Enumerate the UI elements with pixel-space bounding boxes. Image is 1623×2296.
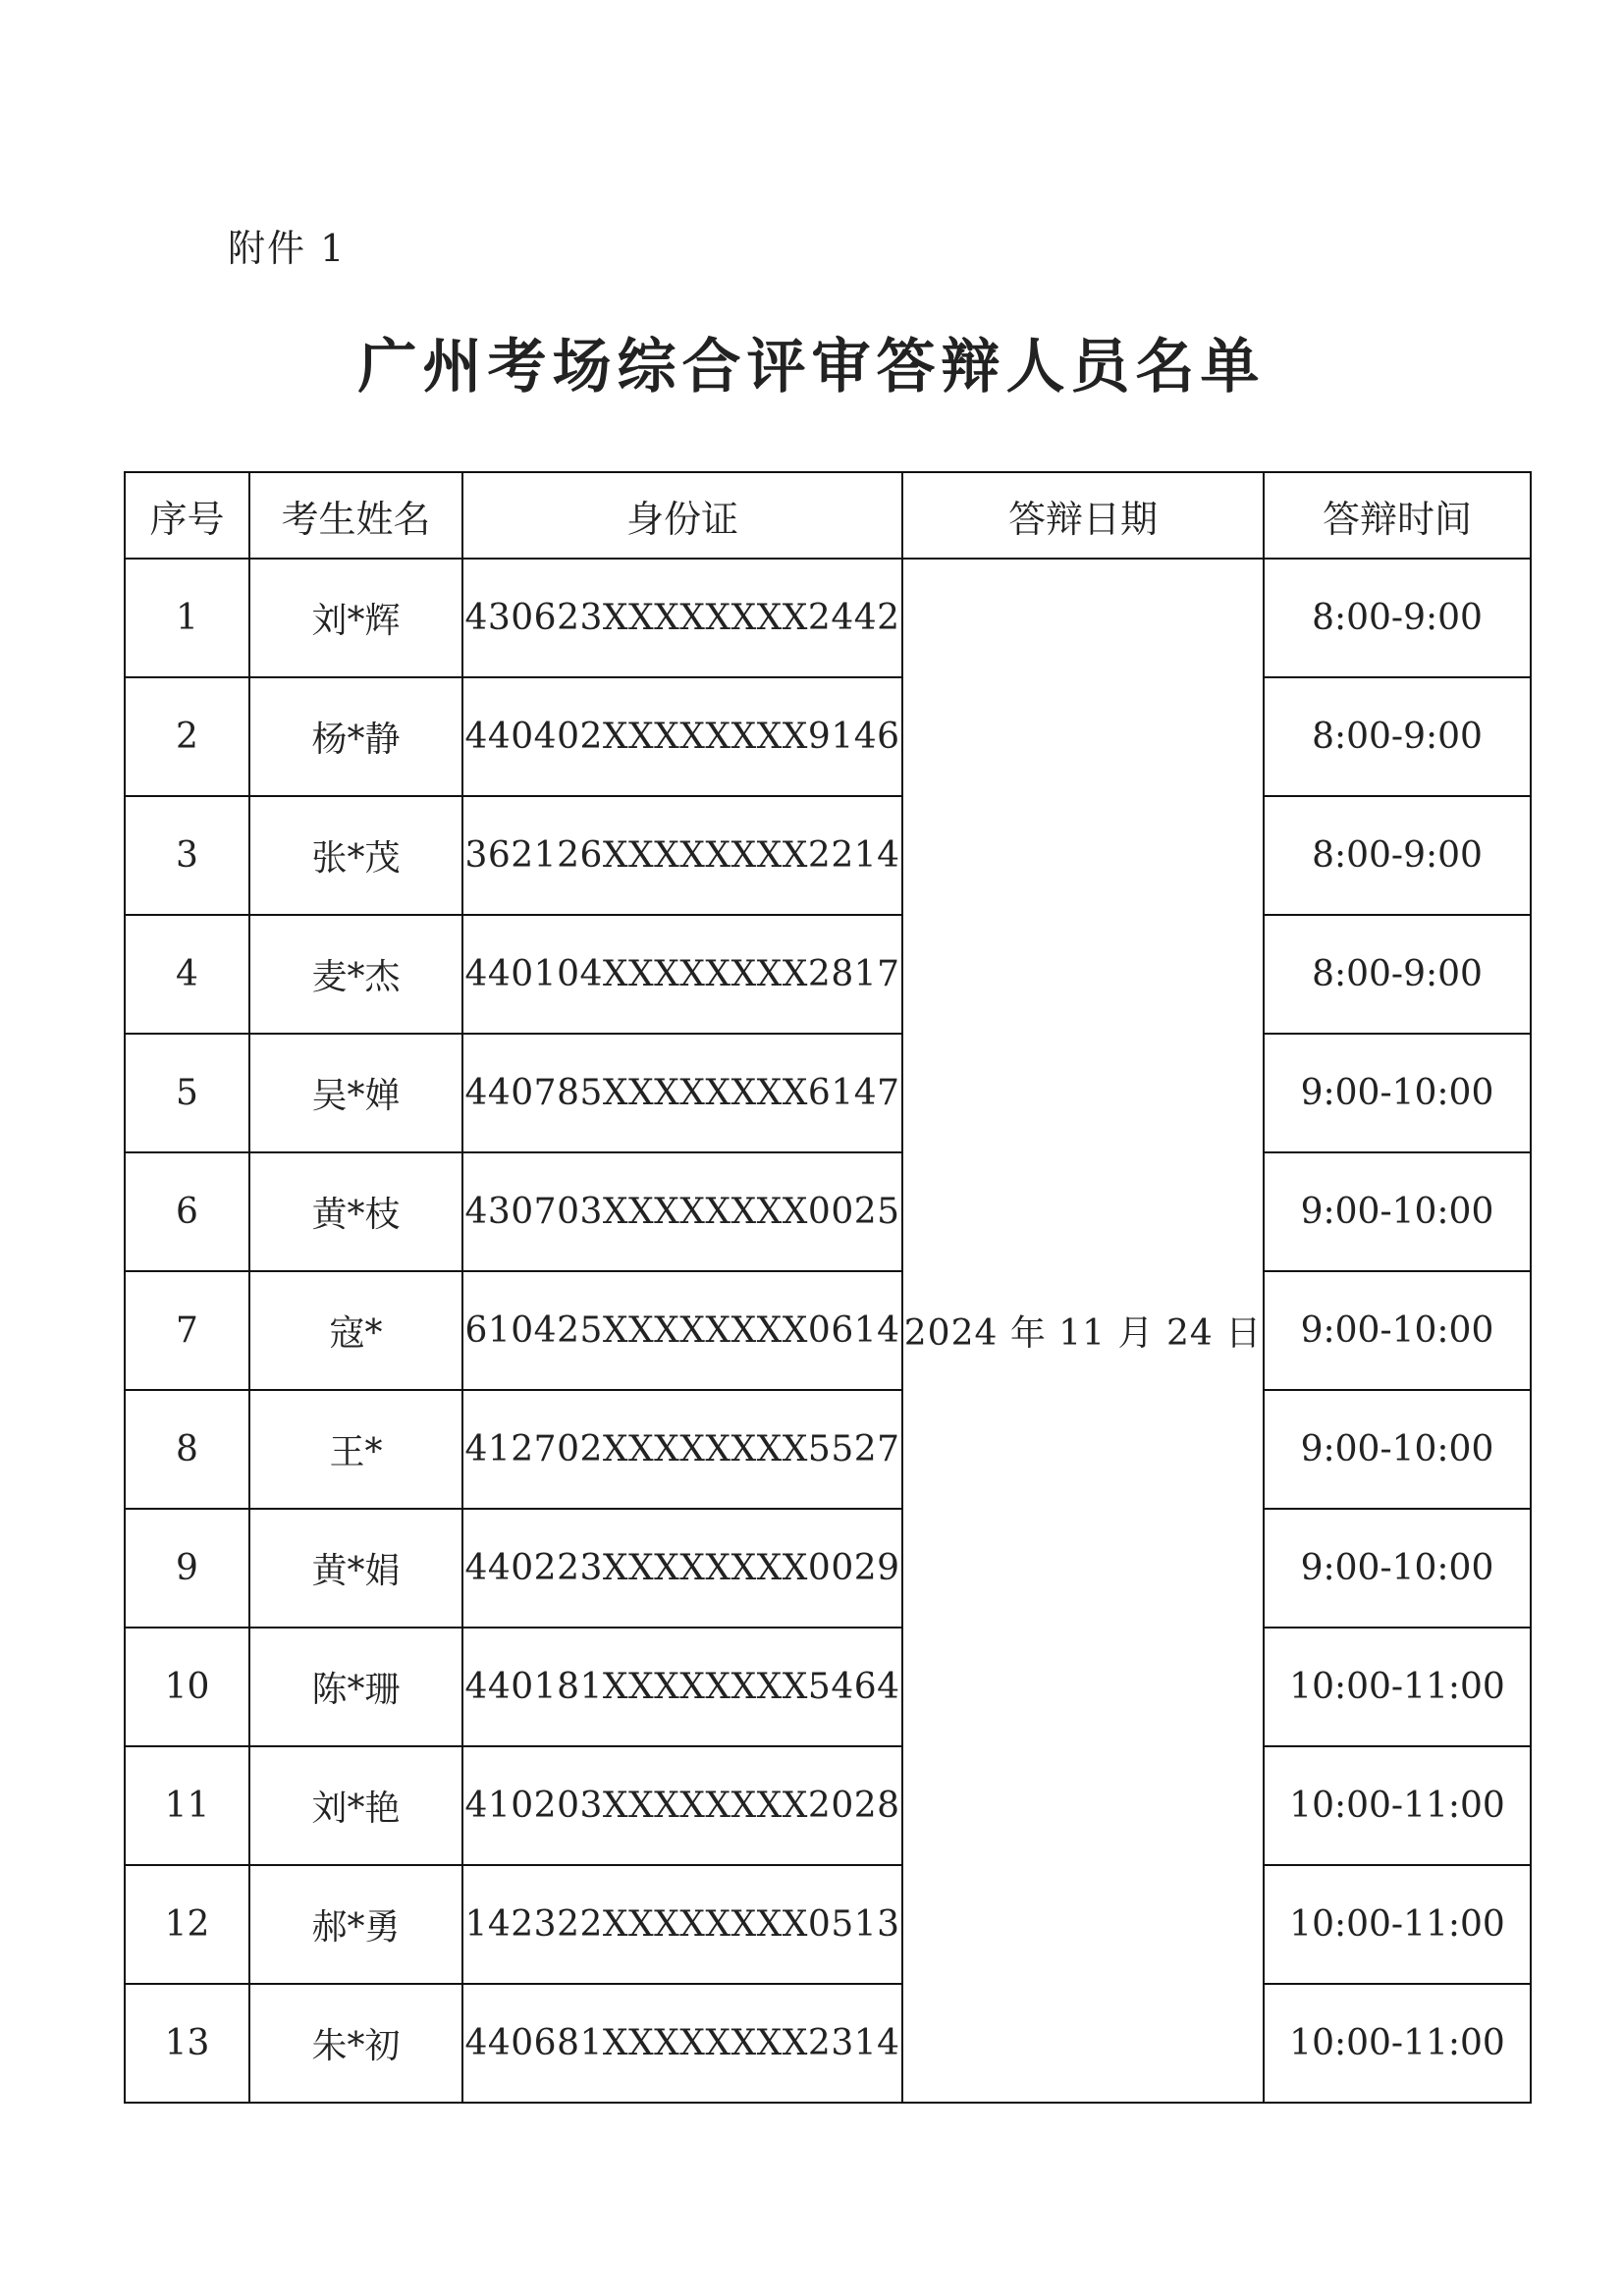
seq-cell: 3 (125, 796, 249, 915)
name-cell: 黄*枝 (249, 1152, 462, 1271)
table-row (125, 559, 1531, 677)
seq-cell: 2 (125, 677, 249, 796)
time-cell: 10:00-11:00 (1264, 1628, 1531, 1746)
seq-cell: 1 (125, 559, 249, 677)
table-row (125, 1034, 1531, 1152)
table-row (125, 1865, 1531, 1984)
name-cell: 陈*珊 (249, 1628, 462, 1746)
seq-cell: 7 (125, 1271, 249, 1390)
seq-cell: 5 (125, 1034, 249, 1152)
table-row (125, 1746, 1531, 1865)
header-id: 身份证 (462, 472, 902, 559)
name-cell: 黄*娟 (249, 1509, 462, 1628)
name-cell: 郝*勇 (249, 1865, 462, 1984)
table-row (125, 1509, 1531, 1628)
time-cell: 9:00-10:00 (1264, 1509, 1531, 1628)
name-cell: 杨*静 (249, 677, 462, 796)
header-time: 答辩时间 (1264, 472, 1531, 559)
time-cell: 8:00-9:00 (1264, 559, 1531, 677)
id-cell: 142322XXXXXXXX0513 (462, 1865, 902, 1984)
header-date: 答辩日期 (902, 472, 1264, 559)
date-cell: 2024 年 11 月 24 日 (902, 559, 1264, 2103)
name-cell: 朱*初 (249, 1984, 462, 2103)
candidate-table (124, 471, 1532, 2104)
name-cell: 张*茂 (249, 796, 462, 915)
id-cell: 610425XXXXXXXX0614 (462, 1271, 902, 1390)
seq-cell: 8 (125, 1390, 249, 1509)
seq-cell: 11 (125, 1746, 249, 1865)
table-body (125, 559, 1531, 2103)
name-cell: 王* (249, 1390, 462, 1509)
time-cell: 9:00-10:00 (1264, 1271, 1531, 1390)
name-cell: 刘*艳 (249, 1746, 462, 1865)
seq-cell: 12 (125, 1865, 249, 1984)
table-header-row (125, 472, 1531, 559)
document-title: 广州考场综合评审答辩人员名单 (357, 333, 1266, 401)
table-row (125, 677, 1531, 796)
attachment-label: 附件 1 (228, 227, 347, 270)
table-row (125, 1152, 1531, 1271)
id-cell: 440402XXXXXXXX9146 (462, 677, 902, 796)
name-cell: 寇* (249, 1271, 462, 1390)
time-cell: 9:00-10:00 (1264, 1034, 1531, 1152)
table-row (125, 1984, 1531, 2103)
seq-cell: 6 (125, 1152, 249, 1271)
id-cell: 440223XXXXXXXX0029 (462, 1509, 902, 1628)
id-cell: 410203XXXXXXXX2028 (462, 1746, 902, 1865)
time-cell: 9:00-10:00 (1264, 1152, 1531, 1271)
header-seq: 序号 (125, 472, 249, 559)
time-cell: 10:00-11:00 (1264, 1984, 1531, 2103)
id-cell: 440104XXXXXXXX2817 (462, 915, 902, 1034)
id-cell: 362126XXXXXXXX2214 (462, 796, 902, 915)
id-cell: 440181XXXXXXXX5464 (462, 1628, 902, 1746)
time-cell: 9:00-10:00 (1264, 1390, 1531, 1509)
time-cell: 8:00-9:00 (1264, 677, 1531, 796)
id-cell: 412702XXXXXXXX5527 (462, 1390, 902, 1509)
name-cell: 吴*婵 (249, 1034, 462, 1152)
id-cell: 430703XXXXXXXX0025 (462, 1152, 902, 1271)
table-row (125, 796, 1531, 915)
id-cell: 430623XXXXXXXX2442 (462, 559, 902, 677)
id-cell: 440681XXXXXXXX2314 (462, 1984, 902, 2103)
header-name: 考生姓名 (249, 472, 462, 559)
time-cell: 8:00-9:00 (1264, 915, 1531, 1034)
seq-cell: 9 (125, 1509, 249, 1628)
name-cell: 麦*杰 (249, 915, 462, 1034)
seq-cell: 13 (125, 1984, 249, 2103)
table-row (125, 915, 1531, 1034)
table-row (125, 1628, 1531, 1746)
time-cell: 10:00-11:00 (1264, 1865, 1531, 1984)
seq-cell: 4 (125, 915, 249, 1034)
id-cell: 440785XXXXXXXX6147 (462, 1034, 902, 1152)
table-row (125, 1271, 1531, 1390)
seq-cell: 10 (125, 1628, 249, 1746)
table-row (125, 1390, 1531, 1509)
time-cell: 8:00-9:00 (1264, 796, 1531, 915)
time-cell: 10:00-11:00 (1264, 1746, 1531, 1865)
name-cell: 刘*辉 (249, 559, 462, 677)
